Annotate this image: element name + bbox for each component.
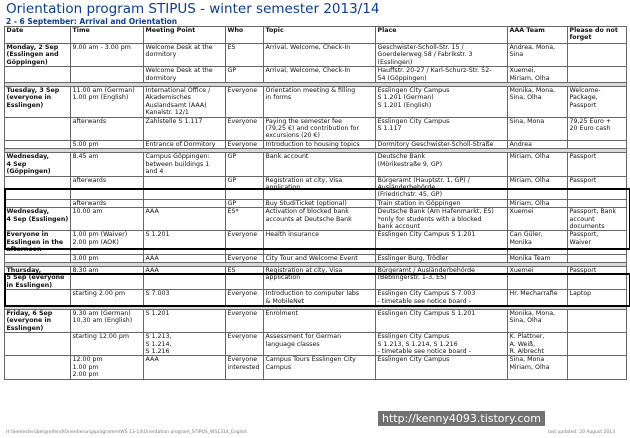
cell-place: Bürgeramt / Ausländerbehörde (Beblingerstr. 1-3, ES) <box>376 266 508 289</box>
cell-topic: Registration at city, Visa application <box>264 266 376 289</box>
cell-who: Everyone <box>226 117 264 140</box>
cell-meeting-point: Welcome Desk at the dormitory <box>144 44 226 67</box>
cell-who: Everyone <box>226 231 264 254</box>
table-row <box>5 266 627 289</box>
cell-who: Everyone <box>226 140 264 148</box>
header-time: Time <box>71 27 144 44</box>
cell-who: GP <box>226 176 264 199</box>
watermark: http://kenny4093.tistory.com <box>378 411 545 426</box>
cell-topic: Introduction to computer labs & MobileNet <box>264 290 376 306</box>
header-topic: Topic <box>264 27 376 44</box>
cell-time: 10.00 am <box>71 208 144 231</box>
cell-aaa-team: Monika, Mona, Sina, Olha <box>508 310 568 333</box>
cell-who: Everyone <box>226 333 264 356</box>
cell-topic: Activation of blocked bank accounts at Deutsche Bank <box>264 208 376 231</box>
cell-meeting-point: AAA <box>144 266 226 289</box>
cell-date <box>5 117 71 140</box>
cell-place: Deutsche Bank (Am Hafenmarkt, ES) *only for students with a blocked bank account <box>376 208 508 231</box>
header-meeting-point: Meeting Point <box>144 27 226 44</box>
cell-date <box>5 356 71 379</box>
cell-time: afterwards <box>71 199 144 207</box>
cell-date <box>5 176 71 199</box>
cell-please-do-not-forget: Passport <box>568 153 627 176</box>
cell-topic: Bank account <box>264 153 376 176</box>
cell-who: GP <box>226 67 264 83</box>
table-row <box>5 254 627 262</box>
cell-who: Everyone interested <box>226 356 264 379</box>
cell-meeting-point <box>144 199 226 207</box>
cell-aaa-team: Andrea <box>508 140 568 148</box>
cell-meeting-point <box>144 176 226 199</box>
header-date: Date <box>5 27 71 44</box>
page-subtitle: 2 - 6 September: Arrival and Orientation <box>6 17 178 26</box>
table-row <box>5 117 627 140</box>
cell-place: Train station in Göppingen <box>376 199 508 207</box>
cell-time: starting 2.00 pm <box>71 290 144 306</box>
cell-please-do-not-forget: 79,25 Euro + 20 Euro cash <box>568 117 627 140</box>
table-row <box>5 231 627 254</box>
cell-date <box>5 67 71 83</box>
cell-meeting-point: S 1.201 <box>144 231 226 254</box>
table-row <box>5 333 627 356</box>
cell-topic: Introduction to housing topics <box>264 140 376 148</box>
cell-meeting-point: S 7.003 <box>144 290 226 306</box>
cell-please-do-not-forget <box>568 67 627 83</box>
cell-time: 11.00 am (German) 1.00 pm (English) <box>71 87 144 118</box>
cell-please-do-not-forget: Laptop <box>568 290 627 306</box>
cell-meeting-point: AAA <box>144 356 226 379</box>
cell-please-do-not-forget <box>568 140 627 148</box>
cell-date: Thursday, 5 Sep (everyone in Esslingen) <box>5 266 71 289</box>
cell-date <box>5 140 71 148</box>
footer-updated: last updated: 20 August 2013 <box>548 430 615 435</box>
cell-who: Everyone <box>226 254 264 262</box>
cell-topic: City Tour and Welcome Event <box>264 254 376 262</box>
cell-please-do-not-forget: Passport <box>568 176 627 199</box>
cell-who: ES <box>226 266 264 289</box>
cell-who: GP <box>226 153 264 176</box>
cell-aaa-team: Miriam, Olha <box>508 199 568 207</box>
cell-aaa-team: Sina, Mona Miriam, Olha <box>508 356 568 379</box>
cell-time: 1.00 pm (Waiver) 2.00 pm (AOK) <box>71 231 144 254</box>
footer-path: H:\Semesterübergreifend\Orientierungsprogramm\WS 13-14\Orientation program_STIPUS_WS1314_English <box>6 430 248 435</box>
cell-topic: Enrolment <box>264 310 376 333</box>
cell-date: Wednesday, 4 Sep (Göppingen) <box>5 153 71 176</box>
cell-please-do-not-forget <box>568 254 627 262</box>
cell-topic: Orientation meeting & filling in forms <box>264 87 376 118</box>
page-title: Orientation program STIPUS - winter semester 2013/14 <box>6 1 380 17</box>
cell-please-do-not-forget: Passport <box>568 266 627 289</box>
cell-aaa-team: Xuemei <box>508 266 568 289</box>
cell-please-do-not-forget <box>568 356 627 379</box>
header-please-do-not-forget: Please do not forget <box>568 27 627 44</box>
cell-date <box>5 333 71 356</box>
cell-date <box>5 290 71 306</box>
cell-place: Hauffstr. 20-27 / Karl-Schurz-Str. 52- 54 (Göppingen) <box>376 67 508 83</box>
cell-time: 8.30 am <box>71 266 144 289</box>
cell-aaa-team: Can Güler, Monika <box>508 231 568 254</box>
cell-please-do-not-forget: Passport, Bank account documents <box>568 208 627 231</box>
cell-time: afterwards <box>71 176 144 199</box>
table-row <box>5 140 627 148</box>
table-row <box>5 310 627 333</box>
cell-meeting-point: Zahlstelle S 1.117 <box>144 117 226 140</box>
cell-please-do-not-forget <box>568 310 627 333</box>
header-place: Place <box>376 27 508 44</box>
cell-please-do-not-forget <box>568 333 627 356</box>
header-aaa-team: AAA Team <box>508 27 568 44</box>
cell-aaa-team: Miriam, Olha <box>508 153 568 176</box>
table-body <box>5 44 627 380</box>
cell-aaa-team: Hr. Mecharrafie <box>508 290 568 306</box>
table-row <box>5 199 627 207</box>
cell-date <box>5 254 71 262</box>
cell-place: Esslinger Burg, Trödler <box>376 254 508 262</box>
table-row <box>5 67 627 83</box>
cell-place: Esslingen City Campus S 1.201 (German) S 1.201 (English) <box>376 87 508 118</box>
cell-topic: Paying the semester fee (79,25 €) and contribution for excursions (20 €) <box>264 117 376 140</box>
table-row <box>5 176 627 199</box>
header-who: Who <box>226 27 264 44</box>
cell-date: Wednesday, 4 Sep (Esslingen) <box>5 208 71 231</box>
schedule-table <box>4 26 627 380</box>
cell-meeting-point: Entrance of Dormitory <box>144 140 226 148</box>
cell-who: GP <box>226 199 264 207</box>
cell-time: 3.00 pm <box>71 254 144 262</box>
cell-who: Everyone <box>226 310 264 333</box>
cell-aaa-team: Miriam, Olha <box>508 176 568 199</box>
cell-who: ES <box>226 44 264 67</box>
cell-who: Everyone <box>226 87 264 118</box>
cell-topic: Arrival, Welcome, Check-In <box>264 67 376 83</box>
cell-topic: Buy StudiTicket (optional) <box>264 199 376 207</box>
cell-topic: Arrival, Welcome, Check-In <box>264 44 376 67</box>
cell-please-do-not-forget: Welcome- Package, Passport <box>568 87 627 118</box>
cell-topic: Assessment for German language classes <box>264 333 376 356</box>
cell-meeting-point: AAA <box>144 208 226 231</box>
cell-place: Deutsche Bank (Mörikestraße 9, GP) <box>376 153 508 176</box>
cell-date <box>5 199 71 207</box>
cell-place: Esslingen City Campus <box>376 356 508 379</box>
cell-place: Geschwister-Scholl-Str. 15 / Goerdelerweg 58 / Fabrikstr. 3 (Esslingen) <box>376 44 508 67</box>
cell-place: Esslingen City Campus S 1.201 <box>376 231 508 254</box>
cell-meeting-point: International Office / Akademisches Auslandsamt (AAA) Kanalstr. 12/1 <box>144 87 226 118</box>
cell-date: Everyone in Esslingen in the afternoon <box>5 231 71 254</box>
cell-meeting-point: AAA <box>144 254 226 262</box>
cell-place: Esslingen City Campus S 1.213, S 1.214, S 1.216 - timetable see notice board - <box>376 333 508 356</box>
cell-place: Esslingen City Campus S 1.201 <box>376 310 508 333</box>
cell-meeting-point: Campus Göppingen: between buildings 1 and 4 <box>144 153 226 176</box>
cell-topic: Campus Tours Esslingen City Campus <box>264 356 376 379</box>
cell-date: Friday, 6 Sep (everyone in Esslingen) <box>5 310 71 333</box>
table-row <box>5 208 627 231</box>
cell-time <box>71 67 144 83</box>
cell-aaa-team: Xuemei, Miriam, Olha <box>508 67 568 83</box>
cell-place: Esslingen City Campus S 1.117 <box>376 117 508 140</box>
cell-place: Bürgeramt (Hauptstr. 1, GP) / Ausländerbehörde (Friedrichstr. 45, GP) <box>376 176 508 199</box>
table-row <box>5 87 627 118</box>
cell-time: 5.00 pm <box>71 140 144 148</box>
cell-who: ES* <box>226 208 264 231</box>
cell-aaa-team: Sina, Mona <box>508 117 568 140</box>
cell-who: Everyone <box>226 290 264 306</box>
table-row <box>5 356 627 379</box>
cell-date: Tuesday, 3 Sep (everyone in Esslingen) <box>5 87 71 118</box>
cell-aaa-team: Xuemei <box>508 208 568 231</box>
table-row <box>5 44 627 67</box>
cell-time: 8.45 am <box>71 153 144 176</box>
cell-time: 12.00 pm 1.00 pm 2.00 pm <box>71 356 144 379</box>
cell-place: Esslingen City Campus S 7.003 - timetable see notice board - <box>376 290 508 306</box>
cell-meeting-point: S 1.213, S 1.214, S 1.216 <box>144 333 226 356</box>
table-header-row <box>5 27 627 44</box>
cell-aaa-team: K. Plattner, A. Weiß, R. Albrecht <box>508 333 568 356</box>
cell-meeting-point: Welcome Desk at the dormitory <box>144 67 226 83</box>
cell-please-do-not-forget <box>568 44 627 67</box>
cell-time: afterwards <box>71 117 144 140</box>
cell-topic: Health insurance <box>264 231 376 254</box>
cell-meeting-point: S 1.201 <box>144 310 226 333</box>
cell-aaa-team: Andrea, Mona, Sina <box>508 44 568 67</box>
table-row <box>5 290 627 306</box>
cell-please-do-not-forget: Passport, Waiver <box>568 231 627 254</box>
table-row <box>5 153 627 176</box>
cell-time: 9.30 am (German) 10.30 am (English) <box>71 310 144 333</box>
cell-please-do-not-forget <box>568 199 627 207</box>
cell-aaa-team: Monika Team <box>508 254 568 262</box>
cell-time: starting 12.00 pm <box>71 333 144 356</box>
cell-time: 9.00 am - 3.00 pm <box>71 44 144 67</box>
cell-place: Dormitory Geschwister-Scholl-Straße <box>376 140 508 148</box>
cell-aaa-team: Monika, Mona, Sina, Olha <box>508 87 568 118</box>
cell-date: Monday, 2 Sep (Esslingen and Göppingen) <box>5 44 71 67</box>
cell-topic: Registration at city, Visa application <box>264 176 376 199</box>
